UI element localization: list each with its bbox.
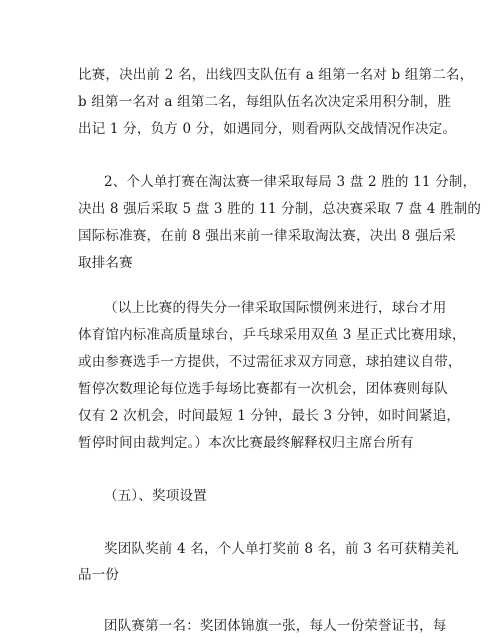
text-line: 出记 1 分，负方 0 分，如遇同分，则看两队交战情况作决定。 <box>78 121 457 137</box>
text-line: 2、个人单打赛在淘汰赛一律采取每局 3 盘 2 胜的 11 分制， <box>104 174 477 190</box>
text-line: 国际标准赛，在前 8 强出来前一律采取淘汰赛，决出 8 强后采 <box>78 228 457 244</box>
text-line: 取排名赛 <box>78 255 133 271</box>
text-line: 团队赛第一名：奖团体锦旗一张，每人一份荣誉证书，每 <box>104 618 447 634</box>
text-line: 仅有 2 次机会，时间最短 1 分钟，最长 3 分钟，如时间紧追， <box>78 408 461 424</box>
text-line: （以上比赛的得失分一律采取国际惯例来进行，球台才用 <box>104 300 447 316</box>
text-line: 决出 8 强后采取 5 盘 3 胜的 11 分制，总决赛采取 7 盘 4 胜制的 <box>78 201 482 217</box>
text-line: 暂停时间由裁判定。）本次比赛最终解释权归主席台所有 <box>78 435 414 451</box>
text-line: 比赛，决出前 2 名，出线四支队伍有 a 组第一名对 b 组第二名， <box>78 67 474 83</box>
text-line: 奖团队奖前 4 名，个人单打奖前 8 名，前 3 名可获精美礼 <box>104 541 459 557</box>
text-line: 体育馆内标准高质量球台，乒乓球采用双鱼 3 星正式比赛用球， <box>78 327 466 343</box>
text-line: 品一份 <box>78 567 120 583</box>
text-line: 暂停次数理论每位选手每场比赛都有一次机会，团体赛则每队 <box>78 381 448 397</box>
text-line: b 组第一名对 a 组第二名，每组队伍名次决定采用积分制，胜 <box>78 94 452 110</box>
section-heading: （五）、奖项设置 <box>104 488 207 504</box>
text-line: 或由参赛选手一方提供，不过需征求双方同意，球拍建议自带， <box>78 354 462 370</box>
